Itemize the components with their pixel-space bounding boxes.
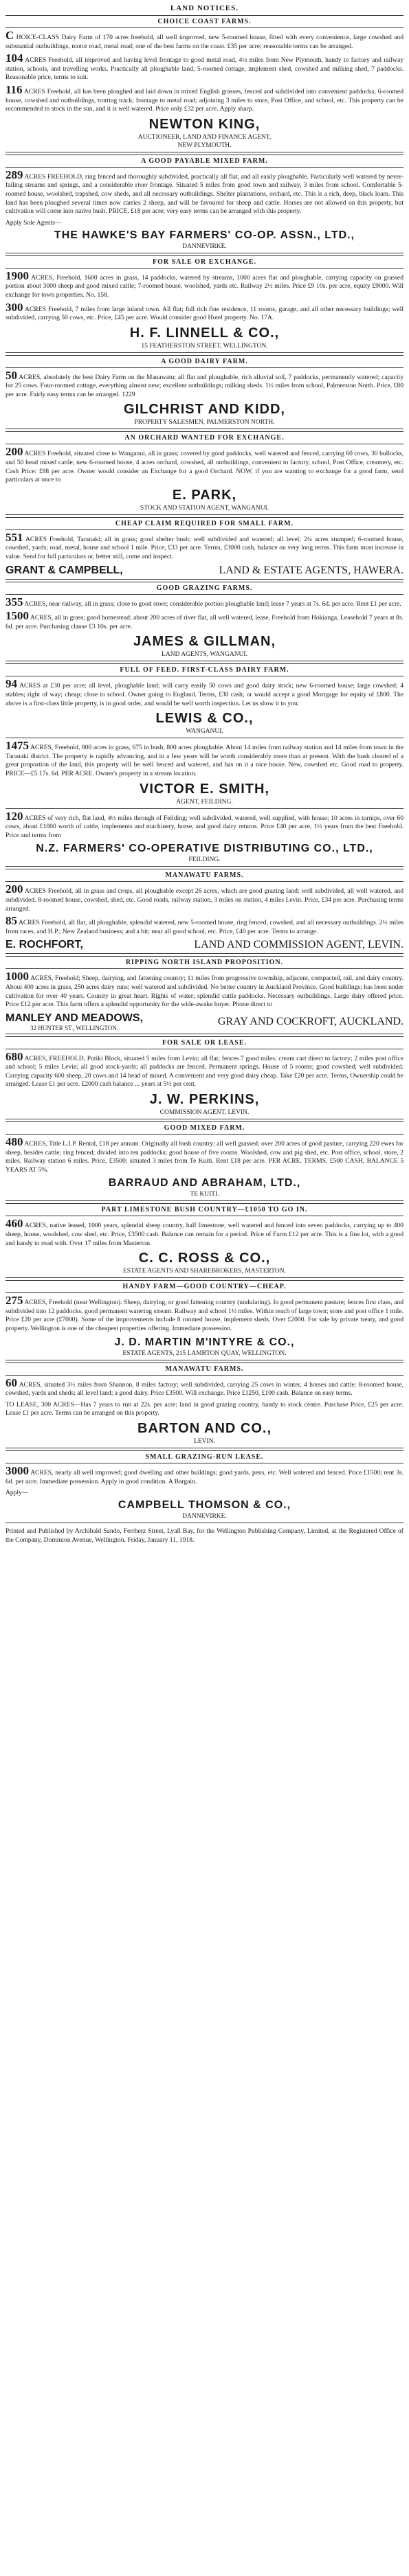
agent-name: J. W. PERKINS, bbox=[149, 1092, 260, 1108]
divider bbox=[5, 881, 404, 882]
section-header: A GOOD PAYABLE MIXED FARM. bbox=[141, 157, 268, 165]
agent-address: STOCK AND STATION AGENT, WANGANUI. bbox=[140, 504, 269, 512]
divider bbox=[5, 255, 404, 256]
ad-lead-number: 1900 bbox=[5, 269, 29, 282]
ad-body: ACRES of very rich, flat land, 4½ miles through of Feilding; well subdivided, watered, well supplied, with house; 10 acres in turnips, over 60 cows, about £1000 worth of cattle, implements and machinery, horse, and good dairy returns. Price £40 per acre, 1½ years from the best Freehold. Price and terms from bbox=[5, 814, 404, 839]
advertisement bbox=[5, 597, 404, 609]
ad-lead-number: 275 bbox=[5, 1294, 23, 1308]
agent-address: FEILDING. bbox=[188, 856, 221, 864]
agent-address: LEVIN. bbox=[194, 1437, 215, 1445]
divider bbox=[5, 594, 404, 595]
divider bbox=[5, 968, 404, 969]
ad-text bbox=[5, 368, 404, 400]
divider bbox=[5, 866, 404, 867]
ad-text bbox=[5, 597, 404, 609]
ad-body: ACRES Freehold, all has been ploughed and laid down in mixed English grasses, fenced and subdivided into convenient paddocks; 6-roomed house, cowshed and outbuildings, trotting track; frontage to metal road; adjoining 3 miles to store, Post Office, and school, etc. This property can be recommended to stock in the sun, and it is well watered. Price only £32 per acre. Apply sharp. bbox=[5, 87, 404, 113]
ad-text bbox=[5, 611, 404, 631]
ad-lead-number: 50 bbox=[5, 368, 17, 382]
advertisement bbox=[5, 271, 404, 300]
ad-lead-number: 60 bbox=[5, 1376, 17, 1389]
advertisement bbox=[5, 31, 404, 51]
page bbox=[5, 0, 404, 1545]
ad-text bbox=[5, 31, 404, 51]
ad-lead-number: 480 bbox=[5, 1135, 23, 1149]
agent-name: N.Z. FARMERS' CO-OPERATIVE DISTRIBUTING CO., LTD., bbox=[36, 843, 373, 855]
agent-name: GRANT & CAMPBELL, bbox=[5, 564, 123, 576]
ad-body: ACRES Freehold, Taranaki; all in grass; good shelter bush; well subdivided and watered; all level; 2¼ acres stumped; 6-roomed house, cowshed, yards; road, metal, house and school 1 mile. Price, £33 per acre. Terms, £3000 cash, balance on very long terms. This farm must increase in value. Send for full particulars or, better still, come and inspect. bbox=[5, 535, 404, 561]
section-header: FOR SALE OR EXCHANGE. bbox=[152, 258, 256, 266]
ad-body: ACRES, situated 3½ miles from Shannon, 8 miles factory; well subdivided, carrying 25 cows in winter, 4 horses and cattle; 8-roomed house, cowshed, yards and sheds; all level land; a good dairy. Price £3500. Will exchange. Price £1250, £100 cash. Balance on easy terms. bbox=[5, 1380, 404, 1398]
divider bbox=[5, 15, 404, 16]
agent-name: E. PARK, bbox=[172, 487, 237, 503]
section-header: CHOICE COAST FARMS. bbox=[157, 18, 252, 25]
divider bbox=[5, 1280, 404, 1281]
agent-address: ESTATE AGENTS AND SHAREBROKERS, MASTERTON. bbox=[122, 1268, 287, 1275]
divider bbox=[5, 1134, 404, 1135]
divider bbox=[5, 1036, 404, 1037]
section-header: RIPPING NORTH ISLAND PROPOSITION. bbox=[125, 959, 284, 967]
agent-pair bbox=[5, 939, 404, 951]
ad-text bbox=[5, 1463, 404, 1486]
ad-text bbox=[5, 300, 404, 323]
divider bbox=[5, 1203, 404, 1204]
agent-address: TE KUITI. bbox=[190, 1191, 219, 1198]
agent-name: BARTON AND CO., bbox=[137, 1420, 272, 1436]
agent-name: MANLEY AND MEADOWS, 32 HUNTER ST., WELLINGTON. bbox=[5, 1012, 143, 1031]
divider bbox=[5, 367, 404, 368]
ad-body: ACRES, near railway, all in grass; close to good store; considerable portion ploughable land; lease 7 years at 7s. 6d. per acre. Rent £1 per acre. bbox=[24, 600, 401, 608]
ad-body: ACRES at £30 per acre; all level, ploughable land; will carry easily 50 cows and good dairy stock; new 6-roomed house; large cowshed; 4 stables; right of way; cheap; close to school. Owner going to England. Terms, £30 cash; or would accept a good Mortgage for equity of £800. The above is a first-class little property, is in good order, and would be well worth inspection. Let us show it to you. bbox=[5, 682, 404, 707]
advertisement bbox=[5, 300, 404, 323]
divider bbox=[5, 1292, 404, 1293]
agent-name: JAMES & GILLMAN, bbox=[133, 634, 276, 650]
agent-name: H. F. LINNELL & CO., bbox=[129, 325, 280, 341]
agent-address: ESTATE AGENTS, 215 LAMBTON QUAY, WELLINGTON. bbox=[122, 1349, 287, 1357]
ad-lead-number: 200 bbox=[5, 445, 23, 459]
advertisement bbox=[5, 809, 404, 841]
section-header: FULL OF FEED. FIRST-CLASS DAIRY FARM. bbox=[120, 666, 289, 674]
ad-body: ACRES Freehold, situated close to Wanganui, all in grass; covered by good paddocks, well watered and fenced, carrying 60 cows, 30 bullocks, and 50 head mixed cattle; new 6-roomed house, 4 acres orchard, cowshed, all outbuildings, convenient to factory, school, Post Office, creamery, etc. Cash Price: £88 per acre. Owner would consider an Exchange for a good Orchard. NOW, if you are wanting to exchange for a good farm, send particulars at once to bbox=[5, 450, 404, 484]
ad-lead-number: 300 bbox=[5, 300, 23, 314]
ad-text bbox=[5, 882, 404, 913]
advertisement bbox=[5, 1463, 404, 1486]
ad-body: ACRES, Title L.I.P. Rental, £18 per annum. Originally all bush country; all well grassed; over 200 acres of good pasture, carrying 220 ewes for sheep, besides cattle; ring fenced; divided into ten paddocks; good house of five rooms. Woolshed, cow and pig shed, etc. Post office, school, store, 2 miles. Railway station 6 miles. Price, £3500; situated 3 miles from Te Kuiti. Rent £18 per acre. PER ACRE. TERMS, £500 CASH, BALANCE 5 YEARS AT 5%. bbox=[5, 1140, 404, 1174]
ad-text bbox=[5, 1378, 404, 1398]
ad-lead-number: 3000 bbox=[5, 1463, 29, 1477]
agent-address: AGENT, FEILDING. bbox=[176, 798, 233, 806]
advertisement bbox=[5, 54, 404, 82]
agent-address: NEW PLYMOUTH. bbox=[177, 141, 232, 149]
advertisement bbox=[5, 170, 404, 216]
divider bbox=[5, 1277, 404, 1278]
advertisement bbox=[5, 741, 404, 778]
ad-lead-number: 85 bbox=[5, 914, 17, 928]
ad-lead-number: 460 bbox=[5, 1217, 23, 1231]
agent-address: PROPERTY SALESMEN, PALMERSTON NORTH. bbox=[134, 419, 275, 426]
divider bbox=[5, 529, 404, 530]
ad-text bbox=[5, 809, 404, 841]
agent-name: LEWIS & CO., bbox=[155, 711, 254, 727]
imprint: Printed and Published by Archibald Sando, Ferrherz Street, Lyall Bay, for the Wellington Publishing Company, Limited, at the Registered Office of the Company, Dominion Avenue, Wellington. Friday, January 11, 1918. bbox=[5, 1527, 404, 1544]
section-header: HANDY FARM—GOOD COUNTRY—CHEAP. bbox=[122, 1283, 287, 1291]
section-header: GOOD MIXED FARM. bbox=[164, 1124, 245, 1132]
ad-lead-number: 116 bbox=[5, 82, 23, 96]
divider bbox=[5, 355, 404, 356]
ad-lead-number: 200 bbox=[5, 882, 23, 896]
agent-address: COMMISSION AGENT, LEVIN. bbox=[159, 1109, 250, 1117]
advertisement bbox=[5, 611, 404, 631]
ad-text bbox=[5, 271, 404, 300]
page-title: LAND NOTICES. bbox=[170, 4, 239, 12]
ad-lead-number: C bbox=[5, 29, 14, 42]
ad-body: ACRES, Freehold; Sheep, dairying, and fattening country; 11 miles from progressive township, adjacent, compacted, rail, and dairy country. About 400 acres in grass, 250 acres dairy runs; well watered and subdivided. No better country in Auckland Province. Good buildings; has been under cultivation for over 40 years. Country in great heart. Rights of water; splendid cattle paddocks. Necessary outbuildings. Large dairy offered price. Price £12 per acre. This farm offers a splendid opportunity for the wide-awake buyer. Phone direct to bbox=[5, 974, 404, 1009]
advertisement bbox=[5, 972, 404, 1009]
ad-body: ACRES Freehold, all in grass and crops, all ploughable except 26 acres, which are good grazing land; well subdivided, all well watered, and subdivided. 8-roomed house, cowshed, shed, etc. Good roads, railway station, 3 miles on station, 4 miles Levin. Price, £34 per acre. Purchasing terms arranged. bbox=[5, 887, 404, 913]
apply-prefix: Apply— bbox=[5, 1490, 29, 1497]
advertisement bbox=[5, 882, 404, 913]
divider bbox=[5, 1200, 404, 1201]
ad-text bbox=[5, 972, 404, 1009]
agent-description: GRAY AND COCKROFT, AUCKLAND. bbox=[217, 1015, 404, 1027]
ad-body: ACRES Freehold, 7 miles from large inland town. All flat; full rich fine residence, 11 rooms, garage, and all other necessary buildings; well subdivided, carrying 50 cows, etc. Price, £45 per acre. Would consider good Hotel property. No. 17A. bbox=[5, 305, 404, 322]
advertisement bbox=[5, 530, 404, 562]
ad-text bbox=[5, 447, 404, 484]
divider bbox=[5, 808, 404, 809]
advertisement bbox=[5, 1049, 404, 1089]
ad-body: ACRES, nearly all well improved; good dwelling and other buildings; good yards, pens, etc. Well watered and fenced. Price £1500; rent 3s. 6d. per acre. Immediate possession. Apply in good condition. A Bargain. bbox=[5, 1468, 404, 1485]
ad-text bbox=[5, 1049, 404, 1089]
advertisement bbox=[5, 1137, 404, 1174]
ad-body: ACRES, all in grass; good homestead; about 200 acres of river flat, all well watered, lease, Freehold from Hokianga, Leasehold 7 years at 8s. 6d. per acre. Purchasing clause £3 10s. per acre. bbox=[5, 614, 404, 630]
section-header: AN ORCHARD WANTED FOR EXCHANGE. bbox=[124, 434, 285, 442]
advertisement bbox=[5, 679, 404, 708]
agent-description: LAND & ESTATE AGENTS, HAWERA. bbox=[219, 564, 404, 576]
divider bbox=[5, 431, 404, 432]
ad-text bbox=[5, 1137, 404, 1174]
section-header: CHEAP CLAIM REQUIRED FOR SMALL FARM. bbox=[115, 519, 294, 527]
section-header: GOOD GRAZING FARMS. bbox=[156, 584, 253, 592]
agent-name: CAMPBELL THOMSON & CO., bbox=[118, 1499, 291, 1512]
agent-address: WANGANUI. bbox=[186, 728, 223, 736]
ad-text bbox=[5, 530, 404, 562]
ad-body: ACRES, native leased, 1000 years, splendid sheep country, half limestone, well watered and fenced into seven paddocks, carrying up to 400 sheep, house, woolshed, cow shed, etc. Price, £3500 cash. Balance can remain for a period. Price of Farm £12 per acre. This is a fine lot, with a good and handy to road with. Over 17 miles from Masterton. bbox=[5, 1222, 404, 1247]
divider bbox=[5, 268, 404, 269]
advertisement bbox=[5, 368, 404, 400]
section-header: FOR SALE OR LEASE. bbox=[162, 1038, 247, 1047]
divider bbox=[5, 352, 404, 353]
divider bbox=[5, 167, 404, 168]
ads-column bbox=[5, 31, 404, 1523]
agent-address: DANNEVIRKE. bbox=[182, 1513, 227, 1520]
ad-lead-number: 1000 bbox=[5, 970, 29, 983]
ad-lead-number: 680 bbox=[5, 1049, 23, 1063]
ad-text bbox=[5, 170, 404, 216]
agent-name: E. ROCHFORT, bbox=[5, 939, 83, 951]
agent-pair bbox=[5, 565, 404, 577]
ad-text bbox=[5, 1296, 404, 1333]
agent-name: VICTOR E. SMITH, bbox=[140, 781, 269, 797]
ad-lead-number: 1500 bbox=[5, 609, 29, 623]
agent-pair bbox=[5, 1012, 404, 1031]
ad-body: ACRES Freehold, all improved and having level frontage to good metal road, 4½ miles from New Plymouth, handy to factory and railway station, schools, and travelling works. Practically all ploughable land, 5-roomed cottage, implement shed, cowshed and milking shed, 7 paddocks. Reasonable price, terms to suit. bbox=[5, 56, 404, 82]
agent-description: LAND AND COMMISSION AGENT, LEVIN. bbox=[194, 939, 404, 951]
ad-text bbox=[5, 54, 404, 82]
ad-lead-number: 120 bbox=[5, 809, 23, 823]
ad-body: ACRES, absolutely the best Dairy Farm on the Manawatu; all flat and ploughable, rich alluvial soil, 7 paddocks, permanently watered; capacity for 25 cows. Four-roomed cottage, everything almost new; excellent outbuildings; milking sheds. 1½ miles from school, Palmerston North. Price, £80 per acre. Fairly easy terms can be arranged. 1229 bbox=[5, 373, 404, 398]
agent-address: LAND AGENTS, WANGANUI. bbox=[162, 651, 247, 659]
agent-address: 15 FEATHERSTON STREET, WELLINGTON. bbox=[141, 342, 268, 350]
divider bbox=[5, 514, 404, 515]
advertisement bbox=[5, 916, 404, 936]
ad-body: ACRES FREEHOLD, ring fenced and thoroughly subdivided, practically all flat, and all easily ploughable. Particularly well watered by never-failing streams and springs, and a considerable river frontage. Situated 5 miles from good town and railway, 3 miles from school. Comfortable 5-roomed house, woolshed, trapshed, cow sheds, and all necessary outbuildings. Shelter plantations, orchard, etc. This is a rich, deep, black loam. This land has been ploughed several times now carries 2 sheep, and will be favoured for sheep and cattle. Horses are not allowed on this property, but cultivation will come into native bush. PRICE, £18 per acre; very easy terms can be arranged with this property. bbox=[5, 172, 404, 216]
divider bbox=[5, 517, 404, 518]
advertisement bbox=[5, 1219, 404, 1248]
divider bbox=[5, 663, 404, 664]
ad-text bbox=[5, 741, 404, 778]
divider bbox=[5, 1375, 404, 1376]
ad-body: HOICE-CLASS Dairy Farm of 170 acres freehold, all well improved, new 5-roomed house, fitted with every convenience, large cowshed and substantial outbuildings, motor road, metal road; one of the best farms on the coast. £35 per acre; reasonable terms can be arranged. bbox=[5, 34, 404, 50]
advertisement bbox=[5, 1378, 404, 1398]
section-header: SMALL GRAZING-RUN LEASE. bbox=[145, 1452, 264, 1461]
ad-text bbox=[5, 1219, 404, 1248]
advertisement bbox=[5, 1296, 404, 1333]
agent-address: 32 HUNTER ST., WELLINGTON. bbox=[30, 1024, 118, 1031]
divider bbox=[5, 1450, 404, 1451]
apply-prefix: Apply Sole Agents— bbox=[5, 219, 62, 227]
agent-address: DANNEVIRKE. bbox=[182, 242, 227, 250]
divider bbox=[5, 27, 404, 28]
agent-name: GILCHRIST AND KIDD, bbox=[124, 402, 285, 418]
advertisement bbox=[5, 447, 404, 484]
section-header: PART LIMESTONE BUSH COUNTRY—£1050 TO GO IN. bbox=[101, 1206, 308, 1214]
agent-name: C. C. ROSS & CO., bbox=[138, 1251, 271, 1266]
section-header: MANAWATU FARMS. bbox=[165, 871, 244, 880]
ad-lead-number: 104 bbox=[5, 52, 23, 65]
ad-body: ACRES, FREEHOLD, Putiki Block, situated 5 miles from Levin; all flat; fences 7 good miles; cream cart direct to factory; 2 miles post office and school; 5 miles Levin; all good stock-yards; all paddocks are fenced. Permanent springs. House of 5 rooms; good cowshed; well subdivided. Carrying capacity 600 sheep, 20 cows and 14 head of mixed. A convenient and very good dairy cheap. Take £20 per acre. Terms, Ownership could be arranged. Lease £1 per acre. £2000 cash balance ... years at 5½ per cent. bbox=[5, 1054, 404, 1088]
section-header: MANAWATU FARMS. bbox=[165, 1365, 244, 1373]
ad-lead-number: 289 bbox=[5, 168, 23, 181]
divider bbox=[5, 1121, 404, 1122]
agent-address: AUCTIONEER, LAND AND FINANCE AGENT, bbox=[137, 133, 272, 141]
agent-name: J. D. MARTIN M'INTYRE & CO., bbox=[114, 1336, 295, 1348]
divider bbox=[5, 953, 404, 954]
ad-text bbox=[5, 679, 404, 708]
agent-name: BARRAUD AND ABRAHAM, LTD., bbox=[108, 1177, 301, 1189]
agent-name: NEWTON KING, bbox=[148, 116, 261, 132]
divider bbox=[5, 579, 404, 580]
section-header: A GOOD DAIRY FARM. bbox=[161, 357, 248, 365]
ad-body: ACRES, Freehold, 1600 acres in grass, 14 paddocks, watered by streams, 1000 acres flat and ploughable, carrying capacity on grassed portion about 3000 sheep and good mixed cattle; 7-roomed house, woolshed, yards etc. Railway 2½ miles. Price £9 10s. per acre, equity £9000. Will exchange for town properties. No. 158. bbox=[5, 273, 404, 299]
ad-lead-number: 94 bbox=[5, 677, 17, 691]
ad-body: ACRES Freehold, all flat, all ploughable, splendid watered, new 5-roomed house, ring fenced, cowshed, and all necessary outbuildings. 2½ miles from races, and H.P.; New Zealand business; and a bit; near all good school, etc. Price, £40 per acre. Terms to arrange. bbox=[5, 919, 404, 935]
advertisement bbox=[5, 1401, 404, 1418]
ad-body: ACRES, Freehold (near Wellington). Sheep, dairying, or good fattening country (undulating). In good permanent pasture; fences first class, and subdivided into 12 paddocks, good permanent watering stream. Railway and school 1½ miles. Within reach of large town; store and post office 1 mile. Price £20 per acre (£7000). Some of the improvements include 8 roomed house, implement sheds. Over £2000. For sale by private treaty, and good property. Wellington is one of the cheapest properties offering. Immediate possession. bbox=[5, 1299, 404, 1332]
ad-text bbox=[5, 916, 404, 936]
ad-text bbox=[5, 82, 404, 114]
divider bbox=[5, 956, 404, 957]
ad-body: TO LEASE, 300 ACRES—Has 7 years to run at 22s. per acre; land in good grazing country, handy to stock centre. Purchase Price, £25 per acre. Lease £1 per acre. Terms can be arranged on this property. bbox=[5, 1400, 404, 1417]
ad-lead-number: 1475 bbox=[5, 739, 29, 753]
ad-body: ACRES, Freehold, 800 acres in grass, 675 in bush, 800 acres ploughable. About 14 miles from railway station and 14 miles from town in the Taranaki district. The property is rapidly advancing, and in a few years will be worth considerably more than at present. With the bush cleared of a great proportion of the land, this property will be well fenced and watered, and has on it a nice house. New, cowshed etc. Good road to property. PRICE—£5 17s. 6d. PER ACRE. Owner's property in a stream location. bbox=[5, 744, 404, 777]
ad-lead-number: 551 bbox=[5, 530, 23, 544]
ad-lead-number: 355 bbox=[5, 595, 23, 608]
ad-text bbox=[5, 1401, 404, 1418]
advertisement bbox=[5, 82, 404, 114]
agent-name: THE HAWKE'S BAY FARMERS' CO-OP. ASSN., LTD., bbox=[54, 229, 355, 241]
